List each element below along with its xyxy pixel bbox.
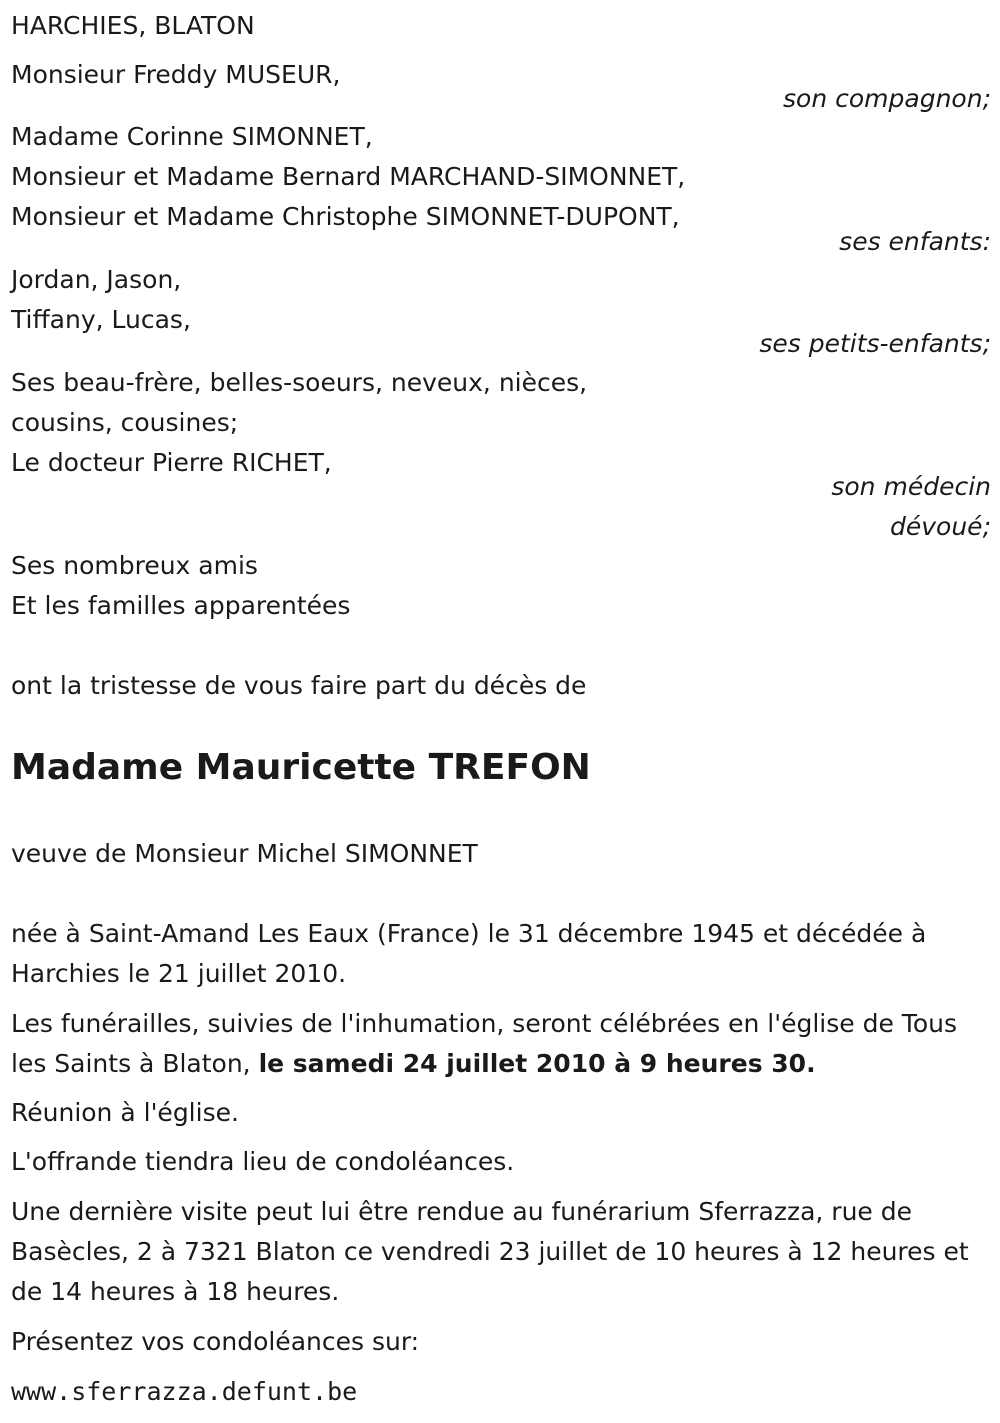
doctor-name: Le docteur Pierre RICHET, xyxy=(11,448,332,477)
funeral-date: le samedi 24 juillet 2010 à 9 heures 30. xyxy=(258,1049,816,1078)
doctor-role-2: dévoué; xyxy=(890,512,991,541)
companion-role: son compagnon; xyxy=(783,84,991,113)
widow-of: veuve de Monsieur Michel SIMONNET xyxy=(11,839,478,868)
children-role: ses enfants: xyxy=(839,227,991,256)
location-header: HARCHIES, BLATON xyxy=(11,11,255,40)
grandchildren-2: Tiffany, Lucas, xyxy=(11,305,191,334)
companion-name: Monsieur Freddy MUSEUR, xyxy=(11,60,341,89)
child-3: Monsieur et Madame Christophe SIMONNET-DUPONT, xyxy=(11,202,680,231)
announcement-intro: ont la tristesse de vous faire part du décès de xyxy=(11,671,587,700)
friends: Ses nombreux amis xyxy=(11,551,258,580)
grandchildren-1: Jordan, Jason, xyxy=(11,265,182,294)
birth-death-text: née à Saint-Amand Les Eaux (France) le 31 décembre 1945 et décédée à Harchies le 21 juillet 2010. xyxy=(11,919,927,988)
child-1: Madame Corinne SIMONNET, xyxy=(11,122,373,151)
meeting-text: Réunion à l'église. xyxy=(11,1098,239,1127)
funeral-paragraph xyxy=(11,1004,991,1084)
visit-text: Une dernière visite peut lui être rendue au funérarium Sferrazza, rue de Basècles, 2 à 7321 Blaton ce vendredi 23 juillet de 10 heures à 12 heures et de 14 heures à 18 heures. xyxy=(11,1197,969,1306)
relatives-2: cousins, cousines; xyxy=(11,408,239,437)
families: Et les familles apparentées xyxy=(11,591,351,620)
doctor-role-1: son médecin xyxy=(831,472,991,501)
grandchildren-role: ses petits-enfants; xyxy=(759,329,991,358)
offering-text: L'offrande tiendra lieu de condoléances. xyxy=(11,1147,515,1176)
child-2: Monsieur et Madame Bernard MARCHAND-SIMONNET, xyxy=(11,162,686,191)
deceased-name: Madame Mauricette TREFON xyxy=(11,747,591,788)
relatives-1: Ses beau-frère, belles-soeurs, neveux, nièces, xyxy=(11,368,588,397)
condolences-link[interactable]: www.sferrazza.defunt.be xyxy=(11,1377,358,1406)
condolences-label: Présentez vos condoléances sur: xyxy=(11,1327,420,1356)
funeral-text: Les funérailles, suivies de l'inhumation, seront célébrées en l'église de Tous les Saints à Blaton, xyxy=(11,1009,957,1078)
